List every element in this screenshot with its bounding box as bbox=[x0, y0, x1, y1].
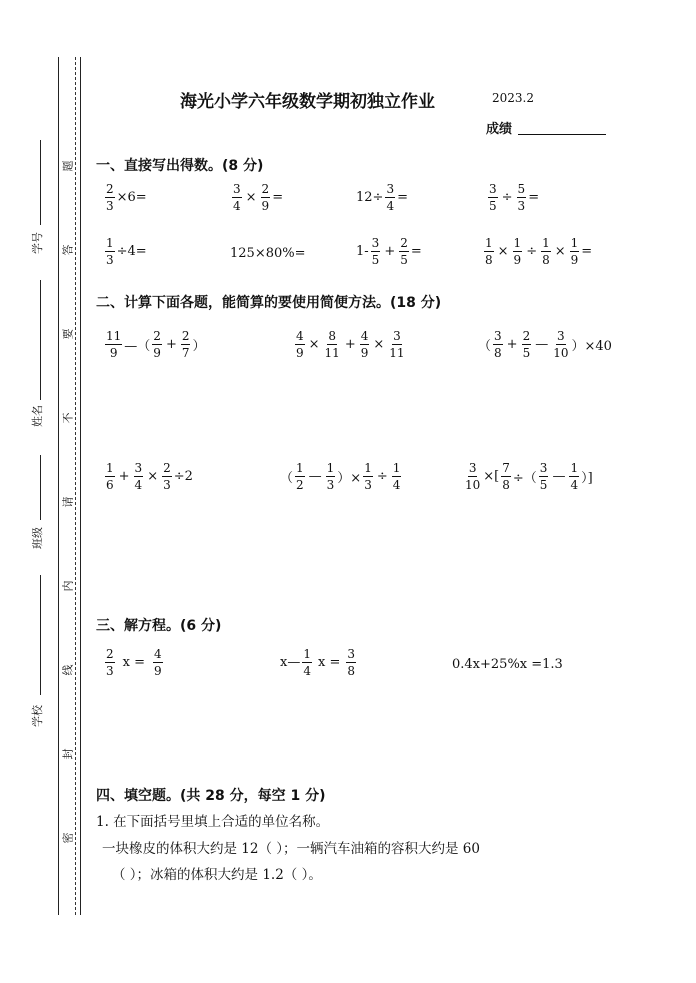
q3-c: 0.4x+25%x =1.3 bbox=[452, 657, 563, 672]
banji-write-line bbox=[40, 455, 41, 520]
q1-a: $\frac{2}{3}$ ×6= bbox=[106, 182, 147, 213]
margin-dashed-line bbox=[75, 57, 76, 915]
xuexiao-write-line bbox=[40, 575, 41, 695]
q2-b: $\frac{4}{9}$ × $\frac{8}{11}$ + $\frac{4}{9}$ × $\frac{3}{11}$ bbox=[296, 329, 405, 360]
q2-f: $\frac{3}{10}$ ×[ $\frac{7}{8}$ ÷（ $\frac{3}{5}$ — $\frac{1}{4}$ ）] bbox=[465, 461, 593, 492]
q1-c: 12÷ $\frac{3}{4}$ = bbox=[356, 182, 408, 213]
exam-date: 2023.2 bbox=[492, 91, 534, 105]
q4-line-2: 一块橡皮的体积大约是 12（ ）；一辆汽车油箱的容积大约是 60 bbox=[102, 841, 480, 857]
q2-a: $\frac{11}{9}$ —（ $\frac{2}{9}$ + $\frac{2}{7}$ ） bbox=[106, 329, 206, 360]
score-input-line[interactable] bbox=[518, 134, 606, 135]
section-2-heading: 二、计算下面各题，能简算的要使用简便方法。(18 分) bbox=[96, 295, 442, 311]
q1-g: 1- $\frac{3}{5}$ + $\frac{2}{5}$ = bbox=[356, 236, 422, 267]
section-1-heading: 一、直接写出得数。(8 分) bbox=[96, 158, 264, 174]
banji-label: 班级 bbox=[31, 527, 44, 549]
score-label: 成绩 bbox=[486, 122, 513, 137]
q2-e: （ $\frac{1}{2}$ — $\frac{1}{3}$ ）× $\frac{1}{3}$ ÷ $\frac{1}{4}$ bbox=[280, 461, 401, 492]
q1-d: $\frac{3}{5}$ ÷ $\frac{5}{3}$ = bbox=[489, 182, 540, 213]
xingming-label: 姓名 bbox=[31, 405, 44, 427]
q1-b: $\frac{3}{4}$ × $\frac{2}{9}$ = bbox=[233, 182, 284, 213]
q3-b: x— $\frac{1}{4}$ x = $\frac{3}{8}$ bbox=[280, 647, 355, 678]
section-3-heading: 三、解方程。(6 分) bbox=[96, 618, 222, 634]
seal-char: 不 bbox=[61, 412, 75, 424]
q2-d: $\frac{1}{6}$ + $\frac{3}{4}$ × $\frac{2}{3}$ ÷2 bbox=[106, 461, 193, 492]
xingming-write-line bbox=[40, 280, 41, 400]
q1-f: 125×80%= bbox=[230, 246, 306, 261]
margin-line-left bbox=[58, 57, 59, 915]
seal-char: 题 bbox=[61, 160, 75, 172]
xuehao-label: 学号 bbox=[31, 232, 44, 254]
xuexiao-label: 学校 bbox=[31, 705, 44, 727]
seal-char: 封 bbox=[61, 748, 75, 760]
page-title: 海光小学六年级数学期初独立作业 bbox=[180, 92, 435, 112]
q3-a: $\frac{2}{3}$ x = $\frac{4}{9}$ bbox=[106, 647, 162, 678]
xuehao-write-line bbox=[40, 140, 41, 225]
seal-char: 要 bbox=[61, 328, 75, 340]
q2-c: （ $\frac{3}{8}$ + $\frac{2}{5}$ — $\frac{3}{10}$ ）×40 bbox=[478, 329, 612, 360]
q1-h: $\frac{1}{8}$ × $\frac{1}{9}$ ÷ $\frac{1}{8}$ × $\frac{1}{9}$ = bbox=[485, 236, 593, 267]
q1-e: $\frac{1}{3}$ ÷4= bbox=[106, 236, 147, 267]
seal-char: 内 bbox=[61, 580, 75, 592]
seal-char: 请 bbox=[61, 496, 75, 508]
seal-char: 线 bbox=[61, 664, 75, 676]
section-4-heading: 四、填空题。(共 28 分，每空 1 分) bbox=[96, 788, 326, 804]
q4-line-3: （ ）；冰箱的体积大约是 1.2（ ）。 bbox=[112, 867, 322, 883]
seal-char: 答 bbox=[61, 244, 75, 256]
q4-line-1: 1. 在下面括号里填上合适的单位名称。 bbox=[96, 814, 330, 830]
margin-line-right bbox=[80, 57, 81, 915]
seal-char: 密 bbox=[61, 832, 75, 844]
